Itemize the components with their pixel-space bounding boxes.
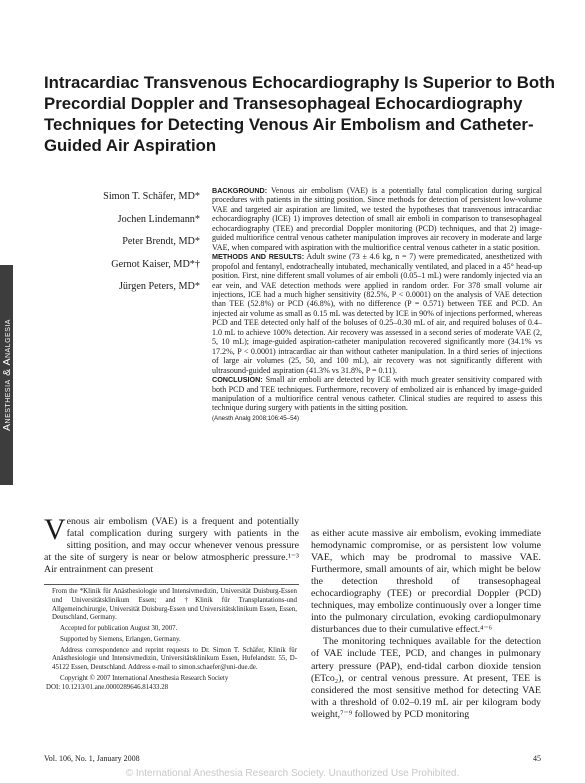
issue-info: Vol. 106, No. 1, January 2008 bbox=[44, 754, 140, 763]
abstract-conclusion bbox=[212, 375, 542, 413]
background-text: Venous air embolism (VAE) is a potentially fatal complication during surgical procedures with patients in the sitting position. Since methods for detection of persistent low-volume VAE and targeted air aspiration are limited, we tested the hypotheses that transvenous intracardiac echocardiography (ICE) 1) improves detection of small air emboli in comparison to transesophageal echocardiography (TEE) and precordial Doppler monitoring (PCD) techniques, and that 2) image-guided multiorifice central venous catheter manipulation improves air recovery in moderate and large VAE, when compared with aspiration with the multiorifice central venous catheter in a static position. bbox=[212, 186, 542, 252]
abstract-background bbox=[212, 186, 542, 252]
footnote-affiliation: From the *Klinik für Anästhesiologie und Intensivmedizin, Universität Duisburg-Essen und Universitätsklinikum Essen; and †Klinik für Transplantations-und Allgemeinchirurgie, Universität Duisburg-Essen und Universitätsklinikum Essen, Essen, Deutschland, Germany. bbox=[52, 588, 297, 622]
journal-side-banner bbox=[0, 265, 13, 485]
abstract-methods bbox=[212, 252, 542, 375]
author: Peter Brendt, MD* bbox=[122, 236, 200, 248]
footnote-divider bbox=[44, 584, 299, 585]
author: Jürgen Peters, MD* bbox=[118, 281, 200, 293]
intro-paragraph bbox=[44, 513, 299, 576]
author-list bbox=[44, 186, 200, 299]
footnote-supported: Supported by Siemens, Erlangen, Germany. bbox=[60, 635, 181, 643]
abstract-citation: (Anesth Analg 2008;106:45–54) bbox=[212, 414, 300, 422]
body-column-right bbox=[311, 528, 541, 721]
page-number: 45 bbox=[533, 754, 541, 763]
drop-cap: V bbox=[44, 513, 66, 546]
conclusion-heading: CONCLUSION: bbox=[212, 375, 263, 385]
conclusion-text: Small air emboli are detected by ICE with much greater sensitivity compared with both PCD and TEE techniques. Furthermore, recovery of embolized air is enhanced by image-guided manipulation of a multiorifice central venous catheter. Clinical studies are required to assess this technique during surgery with patients in the sitting position. bbox=[212, 375, 542, 413]
methods-heading: METHODS AND RESULTS: bbox=[212, 252, 305, 262]
background-heading: BACKGROUND: bbox=[212, 186, 268, 195]
body-column-left bbox=[44, 513, 299, 576]
methods-text: Adult swine (73 ± 4.6 kg, n = 7) were premedicated, anesthetized with propofol and fentanyl, endotracheally intubated, mechanically ventilated, and placed in a 45° head-up position. First, nine different small volumes of air emboli (0.05–1 mL) were randomly injected via an ear vein, and VAE detection methods were applied in random order. For 378 small volume air injections, ICE had a much higher sensitivity (82.5%, P < 0.0001) on the analysis of VAE detection than TEE (52.8%) or PCD (46.8%), with no difference (P = 0.571) between TEE and PCD. An injected air volume as small as 0.15 mL was detected by ICE in 90% of injections performed, whereas PCD and TEE detected only half of the boluses of 0.25–0.30 mL of air, and required boluses of 0.4–1.0 mL to achieve 100% detection. Air recovery was assessed in a second series of moderate VAE (2, 5, 10 mL); image-guided aspiration-catheter manipulation recovered significantly more (34.1% vs 17.2%, P < 0.0001) intracardiac air than without catheter manipulation. In a third series of injections of large air volumes (25, 50, and 100 mL), air recovery was not significantly different with ultrasound-guided aspiration (41.3% vs 31.8%, P = 0.11). bbox=[212, 252, 543, 375]
author: Gernot Kaiser, MD*† bbox=[111, 258, 200, 270]
journal-banner-text: Anesthesia & Analgesia bbox=[0, 319, 13, 431]
footnote-address: Address correspondence and reprint requests to Dr. Simon T. Schäfer, Klinik für Anästhesiologie und Intensivmedizin, Universitätsklinikum Essen, Hufelandstr. 55, D-45122 Essen, Deutschland. Address e-mail to simon.schaefer@uni-due.de. bbox=[52, 646, 297, 671]
intro-text: enous air embolism (VAE) is a frequent and potentially fatal complication during surgery with patients in the sitting position, and may occur whenever venous pressure at the site of surgery is near or below atmospheric pressure.¹⁻³ Air entrainment can present bbox=[44, 516, 299, 576]
body-paragraph: The monitoring techniques available for the detection of VAE include TEE, PCD, and changes in pulmonary artery pressure (PAP), end-tidal carbon dioxide tension (ETco₂), or central venous pressure. At present, TEE is considered the most sensitive method for detecting VAE with a threshold of 0.02–0.19 mL air per kilogram body weight,⁷⁻⁹ followed by PCD monitoring bbox=[311, 636, 541, 720]
body-paragraph: as either acute massive air embolism, evoking immediate hemodynamic compromise, or as persistent low volume VAE, which may be prodromal to massive VAE. Furthermore, small amounts of air, which might be below the detection threshold of transesophageal echocardiography (TEE) or precordial Doppler (PCD) techniques, may embolize continuously over a longer time into the pulmonary circulation, evoking cardiopulmonary disturbances due to their cumulative effect.⁴⁻⁶ bbox=[311, 528, 541, 636]
author: Jochen Lindemann* bbox=[117, 213, 200, 225]
footnote-accepted: Accepted for publication August 30, 2007. bbox=[60, 625, 178, 632]
article-title: Intracardiac Transvenous Echocardiography Is Superior to Both Precordial Doppler and Transesophageal Echocardiography Techniques for Detecting Venous Air Embolism and Catheter-Guided Air Aspiration bbox=[44, 73, 556, 155]
author: Simon T. Schäfer, MD* bbox=[103, 191, 200, 202]
footnotes bbox=[46, 588, 297, 694]
abstract bbox=[212, 186, 542, 423]
copyright-watermark: © International Anesthesia Research Society. Unauthorized Use Prohibited. bbox=[125, 768, 460, 779]
footnote-doi: DOI: 10.1213/01.ane.0000289646.81433.28 bbox=[46, 683, 169, 691]
footnote-copyright: Copyright © 2007 International Anesthesia Research Society bbox=[60, 674, 229, 682]
